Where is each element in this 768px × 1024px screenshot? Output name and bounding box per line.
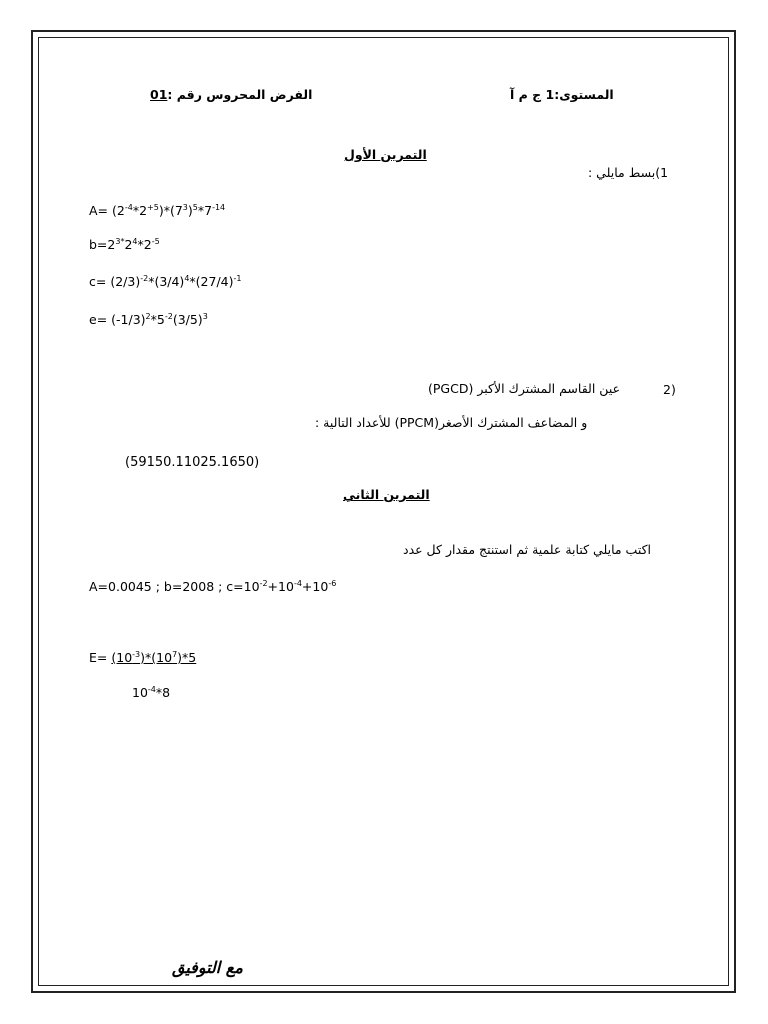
exercise1-title: التمرين الأول	[344, 147, 427, 162]
expression-a: $A= (2^{-4}*2^{+5})*(7^3)^5*7^{-14}$	[89, 202, 226, 218]
exercise2-title: التمرين الثاني	[343, 487, 430, 502]
test-title	[150, 88, 312, 102]
exercise1-q2-line2: و المضاعف المشترك الأصغر(PPCM) للأعداد التالية :	[315, 415, 588, 430]
expression-E-numerator: $E= (10^{-3})*(10^7)*5$	[89, 649, 197, 665]
expression-b: $b=2^{3*}2^4*2^{-5}$	[89, 236, 160, 252]
exercise2-instruction: اكتب مايلي كتابة علمية ثم استنتج مقدار كل عدد	[403, 542, 652, 557]
test-number: 01	[150, 87, 168, 102]
exercise1-q1-label: 1)بسط مايلي :	[588, 165, 669, 180]
exercise1-q2-number: 2)	[663, 382, 676, 397]
level-label: المستوى:1 ج م آ	[510, 87, 614, 102]
expression-e: $e= (-1/3)^2*5^{-2}(3/5)^3$	[89, 311, 208, 327]
numbers-list: (59150.11025.1650)	[125, 455, 260, 470]
test-label: الفرض المحروس رقم :	[167, 87, 313, 102]
expression-c: $c= (2/3)^{-2}*(3/4)^4*(27/4)^{-1}$	[89, 273, 242, 289]
expression-E-denominator: $10^{-4}*8$	[132, 684, 171, 700]
exercise1-q2-line1: عين القاسم المشترك الأكبر (PGCD)	[428, 381, 621, 396]
closing-wish: مع التوفيق	[172, 958, 243, 977]
scientific-numbers-line: A=0.0045 ; b=2008 ; $c=10^{-2}+10^{-4}+10^{-6}$	[89, 578, 337, 594]
